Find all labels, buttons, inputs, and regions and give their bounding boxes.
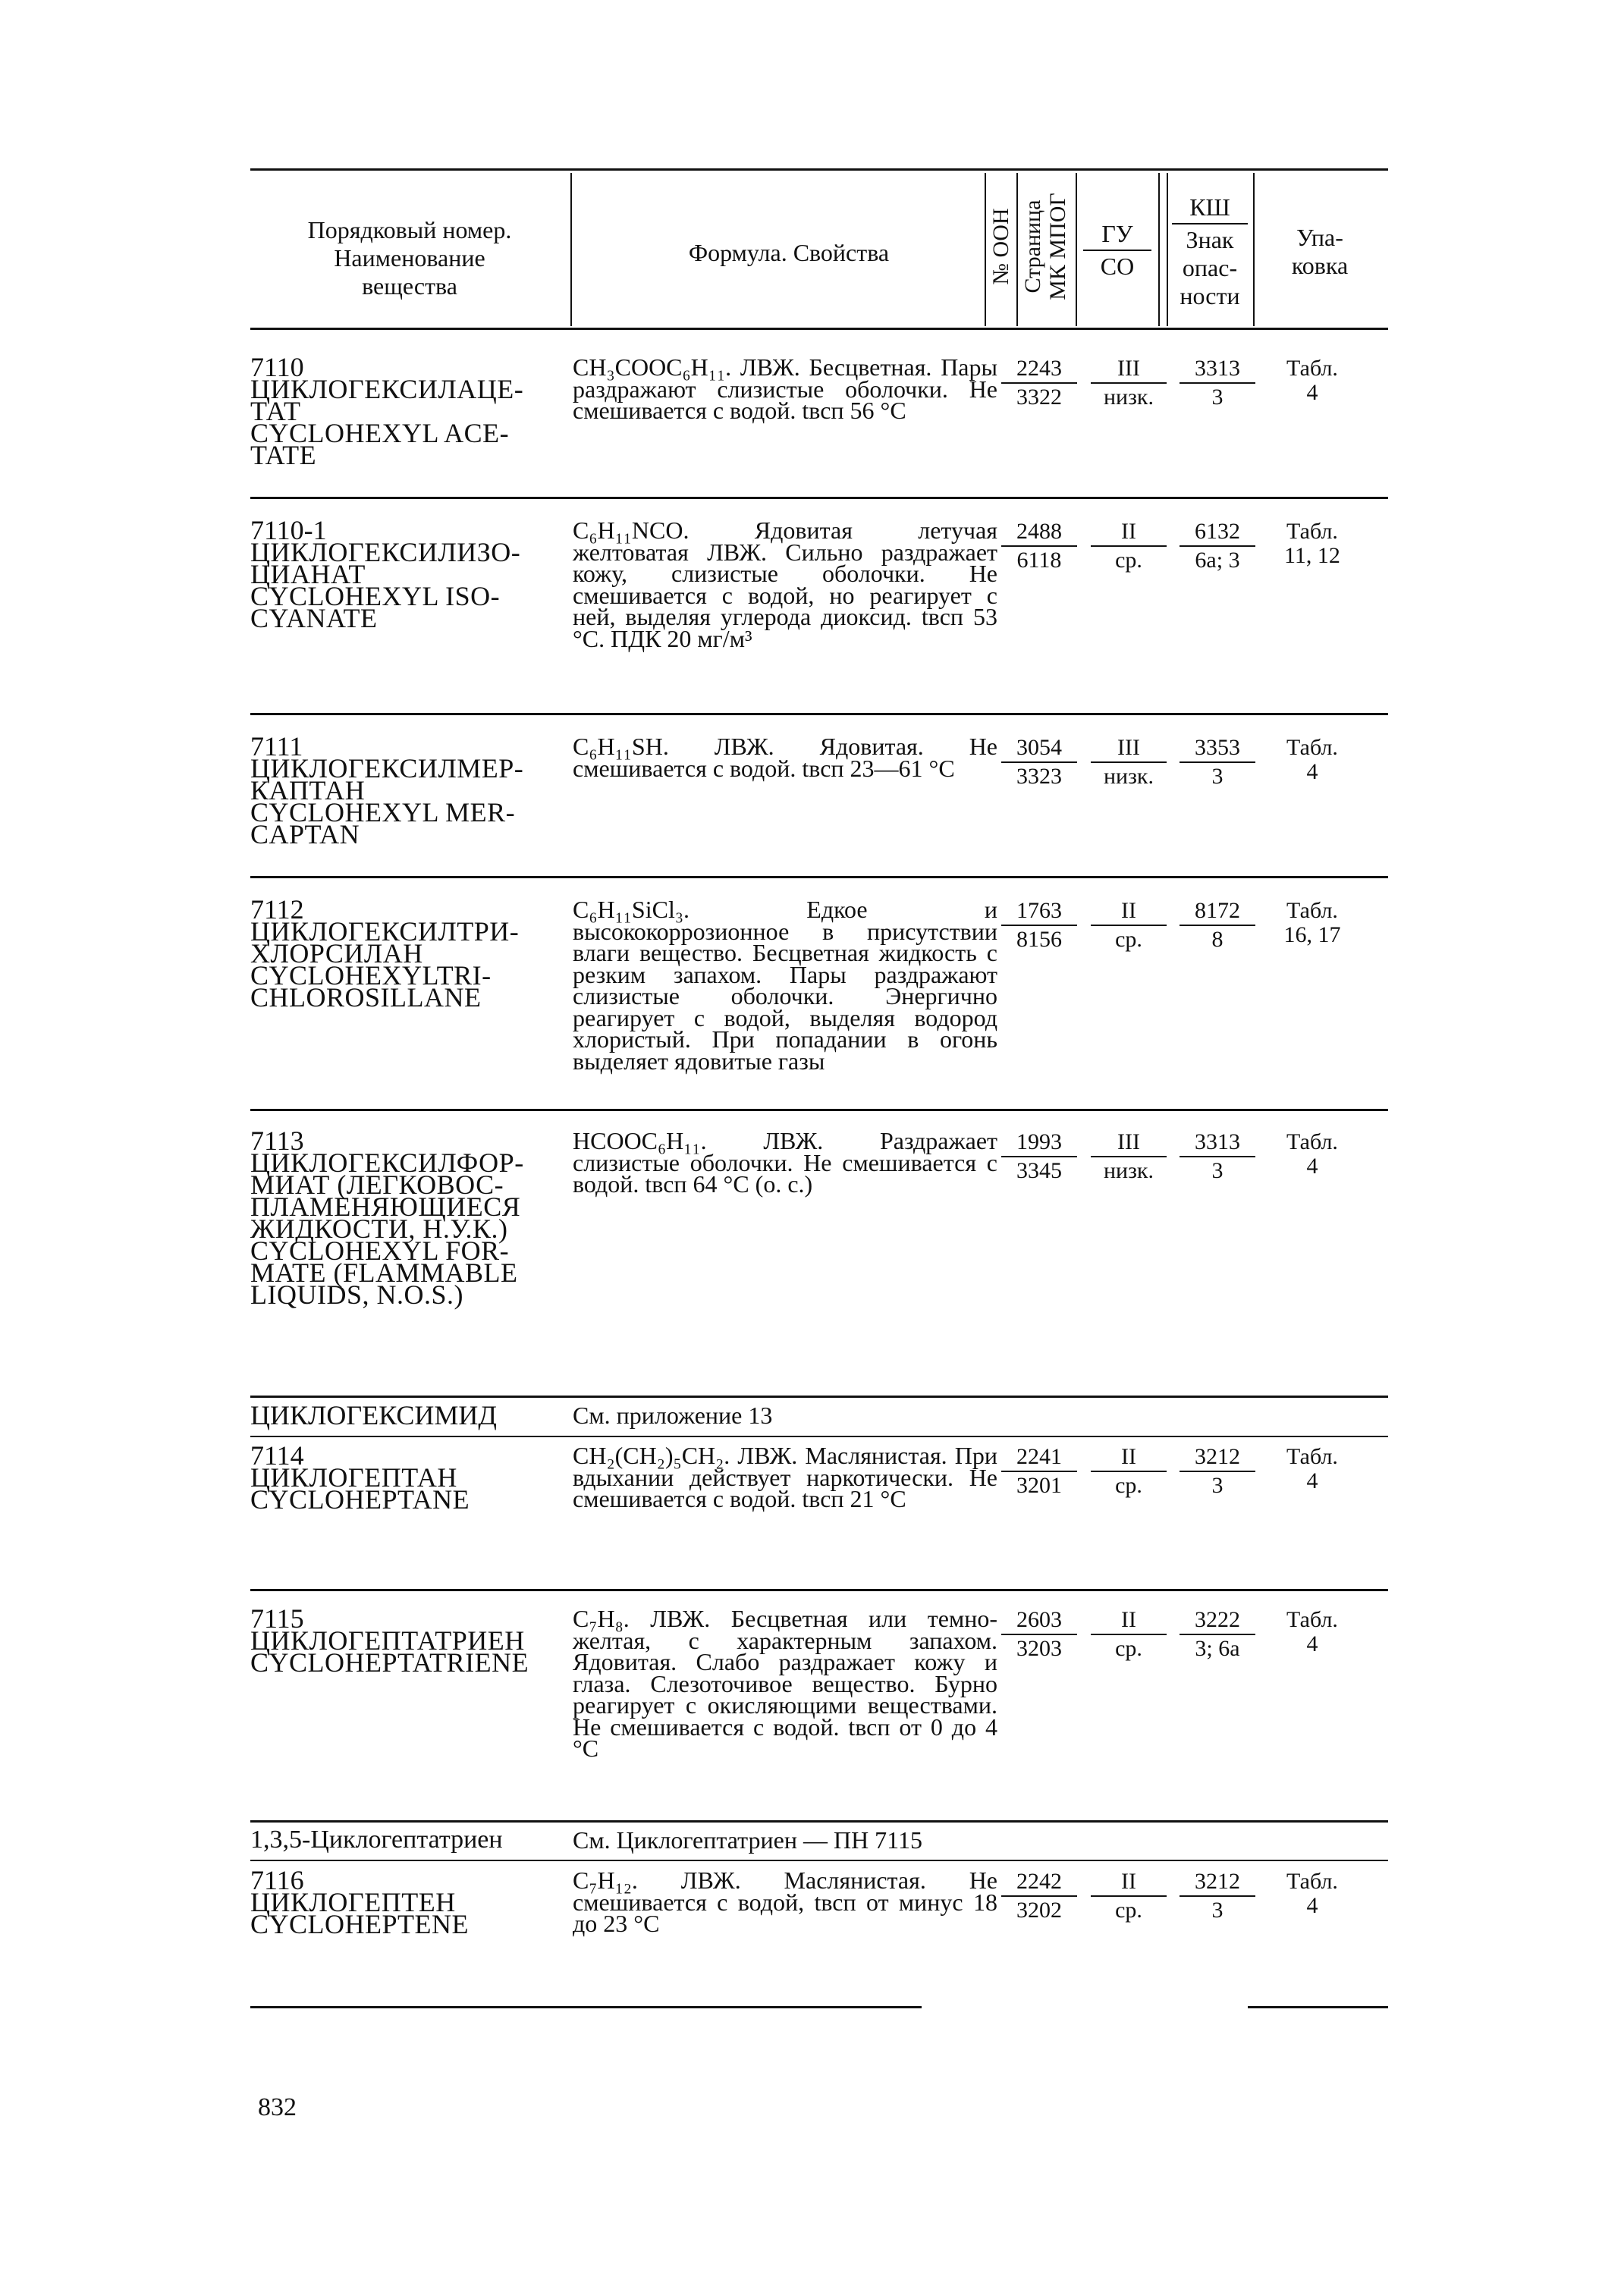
entry-un-fraction [1001,1870,1077,1923]
reference-name: ЦИКЛОГЕКСИМИД [250,1400,497,1430]
entry-hazard-sign: 3 [1211,385,1223,410]
entry-un-fraction [1001,356,1077,410]
entry-gu-fraction [1091,1445,1167,1498]
entry-properties: CH₃COOC₆H₁₁. ЛВЖ. Бесцветная. Пары раздражают слизистые оболочки. Не смешивается с водой. tвсп 56 °С [573,353,997,424]
entry-page: 3202 [1016,1898,1062,1923]
row-divider [250,713,1388,715]
entry-un-fraction [1001,736,1077,789]
header-page-column: Страница МК МПОГ [1020,193,1070,300]
entry-un-number: 1763 [1001,899,1077,926]
entry-properties: CH₂(CH₂)₅CH₂. ЛВЖ. Маслянистая. При вдыхании действует наркотически. Не смешивается с водой. tвсп 21 °С [573,1442,997,1512]
header-un-number-column: № ООН [988,208,1013,285]
reference-name: 1,3,5-Циклогептатриен [250,1826,503,1854]
entry-gu-fraction [1091,899,1167,952]
entry-un-number: 1993 [1001,1130,1077,1157]
entry-co: ср. [1115,548,1142,573]
entry-ksh: 3222 [1180,1608,1255,1635]
header-packaging-column: Упа- ковка [1291,224,1349,279]
entry-page: 8156 [1016,927,1062,952]
row-divider [250,497,1388,499]
entry-ksh-fraction [1180,1608,1255,1661]
entry-page: 3322 [1016,385,1062,410]
entry-name-ru: ЦИКЛОГЕКСИЛФОР- МИАТ (ЛЕГКОВОС- ПЛАМЕНЯЮЩИЕСЯ ЖИДКОСТИ, Н.У.К.) [250,1148,524,1244]
entry-name-en: CYCLOHEXYL ISO- CYANATE [250,581,501,633]
entry-co: ср. [1115,927,1142,952]
header-bottom-rule [250,328,1388,330]
entry-un-number: 2488 [1001,520,1077,547]
header-divider [570,173,572,326]
entry-properties: C₆H₁₁NCO. Ядовитая летучая желтоватая ЛВЖ. Сильно раздражает кожу, слизистые оболочки. Не смешивается с водой, но реагирует с ней, выделяя углерода диоксид. tвсп 53 °С. ПДК 20 мг/м³ [573,516,997,652]
entry-name [250,894,569,1013]
entry-properties: C₇H₁₂. ЛВЖ. Маслянистая. Не смешивается с водой, tвсп от минус 18 до 23 °С [573,1867,997,1937]
entry-co: низк. [1103,764,1154,789]
table-bottom-rule [1248,2006,1388,2008]
entry-gu-fraction [1091,736,1167,789]
entry-properties: C₆H₁₁SiCl₃. Едкое и высококоррозионное в присутствии влаги вещество. Бесцветная жидкость с резким запахом. Пары раздражают слизистые оболочки. Энергично реагирует с водой, выделяя водород хлористый. При попадании в огонь выделяет ядовитые газы [573,896,997,1075]
entry-name-en: CYCLOHEPTENE [250,1909,469,1939]
entry-ksh-fraction [1180,1445,1255,1498]
entry-gu: III [1091,736,1167,763]
entry-un-fraction [1001,899,1077,952]
entry-name-en: CYCLOHEXYL MER- CAPTAN [250,797,516,849]
entry-co: ср. [1115,1636,1142,1661]
entry-gu: II [1091,899,1167,926]
entry-un-number: 2241 [1001,1445,1077,1472]
header-ksh-top: КШ [1172,193,1248,224]
header-divider [1167,173,1168,326]
entry-name-ru: ЦИКЛОГЕПТЕН [250,1887,456,1917]
entry-co: низк. [1103,1158,1154,1183]
entry-hazard-sign: 3 [1211,764,1223,789]
entry-number: 7110 [250,352,304,382]
entry-packaging: Табл. 4 [1286,1444,1338,1493]
header-top-rule [250,168,1388,171]
reference-text: См. приложение 13 [573,1402,773,1429]
entry-name [250,515,569,633]
entry-page: 6118 [1016,548,1062,573]
entry-un-number: 3054 [1001,736,1077,763]
entry-ksh: 8172 [1180,899,1255,926]
entry-name-ru: ЦИКЛОГЕПТАТРИЕН [250,1625,525,1656]
row-divider [250,1436,1388,1437]
entry-number: 7115 [250,1603,304,1634]
entry-name-en: CYCLOHEXYL FOR- MATE (FLAMMABLE LIQUIDS, N.O.S.) [250,1235,518,1310]
entry-ksh: 6132 [1180,520,1255,547]
header-divider [985,173,986,326]
entry-name-en: CYCLOHEXYLTRI- CHLOROSILLANE [250,960,492,1013]
entry-co: ср. [1115,1898,1142,1923]
entry-name-en: CYCLOHEXYL ACE- TATE [250,418,510,470]
entry-ksh: 3212 [1180,1870,1255,1897]
entry-name [250,352,569,470]
entry-gu: III [1091,356,1167,384]
entry-properties: C₇H₈. ЛВЖ. Бесцветная или темно-желтая, с характерным запахом. Ядовитая. Слабо раздражает кожу и глаза. Слезоточивое вещество. Бурно реагирует с окисляющими веществами. Не смешивается с водой. tвсп от 0 до 4 °С [573,1605,997,1762]
entry-packaging: Табл. 4 [1286,1869,1338,1918]
entry-packaging: Табл. 4 [1286,356,1338,405]
header-divider [1076,173,1077,326]
entry-packaging: Табл. 11, 12 [1284,519,1340,568]
entry-gu-fraction [1091,356,1167,410]
entry-number: 7112 [250,894,304,925]
entry-name-ru: ЦИКЛОГЕКСИЛАЦЕ- ТАТ [250,374,524,426]
entry-name [250,1126,569,1310]
page-number: 832 [258,2093,297,2121]
entry-name [250,1440,569,1515]
reference-row [250,1400,1388,1433]
entry-ksh-fraction [1180,899,1255,952]
entry-ksh-fraction [1180,1130,1255,1183]
entry-un-number: 2603 [1001,1608,1077,1635]
entry-ksh: 3313 [1180,356,1255,384]
entry-hazard-sign: 8 [1211,927,1223,952]
header-sign-bottom: Знак опас- ности [1180,226,1240,309]
entry-ksh: 3212 [1180,1445,1255,1472]
entry-un-fraction [1001,1130,1077,1183]
entry-name [250,731,569,849]
row-divider [250,1820,1388,1823]
entry-packaging: Табл. 16, 17 [1283,898,1341,947]
reference-row [250,1828,1388,1858]
entry-un-fraction [1001,1445,1077,1498]
entry-gu-fraction [1091,1130,1167,1183]
entry-un-fraction [1001,520,1077,573]
entry-gu-fraction [1091,1608,1167,1661]
entry-gu: II [1091,1445,1167,1472]
header-divider [1016,173,1018,326]
entry-name-ru: ЦИКЛОГЕКСИЛТРИ- ХЛОРСИЛАН [250,916,520,969]
entry-number: 7111 [250,731,303,761]
entry-gu: II [1091,1870,1167,1897]
header-gu [1083,220,1151,281]
entry-gu-fraction [1091,520,1167,573]
entry-co: ср. [1115,1473,1142,1498]
entry-name-en: CYCLOHEPTATRIENE [250,1647,529,1678]
entry-co: низк. [1103,385,1154,410]
header-co-bottom: СО [1100,253,1135,280]
entry-gu: II [1091,1608,1167,1635]
entry-ksh: 3313 [1180,1130,1255,1157]
entry-hazard-sign: 3 [1211,1158,1223,1183]
entry-name-ru: ЦИКЛОГЕПТАН [250,1462,457,1493]
row-divider [250,1109,1388,1111]
entry-packaging: Табл. 4 [1286,1129,1338,1179]
entry-ksh-fraction [1180,520,1255,573]
row-divider [250,876,1388,878]
entry-un-fraction [1001,1608,1077,1661]
entry-gu-fraction [1091,1870,1167,1923]
entry-name-en: CYCLOHEPTANE [250,1484,470,1515]
row-divider [250,1860,1388,1861]
entry-ksh: 3353 [1180,736,1255,763]
entry-un-number: 2242 [1001,1870,1077,1897]
entry-hazard-sign: 3 [1211,1473,1223,1498]
row-divider [250,1396,1388,1398]
entry-properties: HCOOC₆H₁₁. ЛВЖ. Раздражает слизистые оболочки. Не смешивается с водой. tвсп 64 °С (о. с.) [573,1127,997,1198]
header-divider [1253,173,1255,326]
entry-number: 7110-1 [250,515,327,545]
header-ksh [1172,193,1248,310]
header-gu-top: ГУ [1083,220,1151,251]
entry-number: 7114 [250,1440,304,1471]
header-name-column: Порядковый номер. Наименование вещества [307,216,512,300]
entry-number: 7116 [250,1865,304,1895]
entry-packaging: Табл. 4 [1286,735,1338,784]
entry-name [250,1865,569,1939]
entry-name [250,1603,569,1678]
entry-gu: II [1091,520,1167,547]
entry-packaging: Табл. 4 [1286,1607,1338,1656]
entry-un-number: 2243 [1001,356,1077,384]
entry-ksh-fraction [1180,356,1255,410]
entry-hazard-sign: 3 [1211,1898,1223,1923]
entry-ksh-fraction [1180,736,1255,789]
entry-ksh-fraction [1180,1870,1255,1923]
entry-page: 3201 [1016,1473,1062,1498]
entry-hazard-sign: 3; 6а [1195,1636,1240,1661]
reference-text: См. Циклогептатриен — ПН 7115 [573,1826,922,1854]
entry-properties: C₆H₁₁SH. ЛВЖ. Ядовитая. Не смешивается с водой. tвсп 23—61 °С [573,733,997,782]
entry-page: 3203 [1016,1636,1062,1661]
entry-number: 7113 [250,1126,304,1156]
row-divider [250,1589,1388,1591]
entry-hazard-sign: 6а; 3 [1195,548,1240,573]
entry-name-ru: ЦИКЛОГЕКСИЛМЕР- КАПТАН [250,753,524,805]
header-divider [1158,173,1160,326]
entry-gu: III [1091,1130,1167,1157]
table-bottom-rule [250,2006,922,2008]
entry-name-ru: ЦИКЛОГЕКСИЛИЗО- ЦИАНАТ [250,537,521,589]
entry-page: 3345 [1016,1158,1062,1183]
entry-page: 3323 [1016,764,1062,789]
header-properties-column: Формула. Свойства [688,239,890,266]
